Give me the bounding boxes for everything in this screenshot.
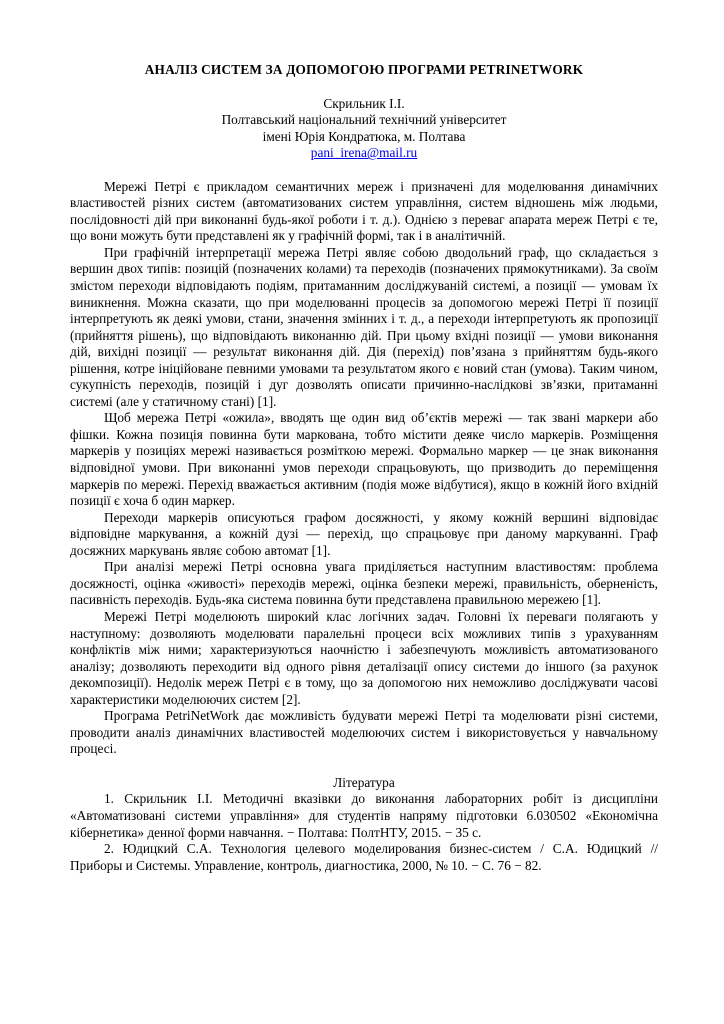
- body-paragraph: Переходи маркерів описуються графом досяжності, у якому кожній вершині відповідає відповідне маркування, а кожній дузі — перехід, що спрацьовує при даному маркуванні. Граф досяжних маркувань являє собою автомат [1].: [70, 509, 658, 558]
- paper-title: АНАЛІЗ СИСТЕМ ЗА ДОПОМОГОЮ ПРОГРАМИ PETRINETWORK: [144, 62, 584, 77]
- body-paragraph: Мережі Петрі є прикладом семантичних мереж і призначені для моделювання динамічних властивостей різних систем (автоматизованих систем управління, систем відношень між людьми, послідовності дій при виконанні будь-якої роботи і т. д.). Однією з переваг апарата мереж Петрі є те, що вони можуть бути представлені як у графічній формі, так і в аналітичній.: [70, 178, 658, 244]
- body-paragraph: При аналізі мережі Петрі основна увага приділяється наступним властивостям: проблема досяжності, оцінка «живості» переходів мережі, оцінка безпеки мережі, правильність, оберненість, пасивність переходів. Будь-яка система повинна бути представлена правильною мережею [1].: [70, 559, 658, 608]
- author-name: Скрильник І.І.: [323, 95, 405, 111]
- reference-item: 1. Скрильник І.І. Методичні вказівки до виконання лабораторних робіт із дисципліни «Автоматизовані системи управління» для студентів напряму підготовки 6.030502 «Економічна кібернетика» денної форми навчання. − Полтава: ПолтНТУ, 2015. − 35 с.: [70, 791, 658, 840]
- author-block: [70, 96, 658, 162]
- email-link[interactable]: pani_irena@mail.ru: [310, 145, 418, 161]
- affiliation-line-2: імені Юрія Кондратюка, м. Полтава: [262, 128, 466, 144]
- reference-item: 2. Юдицкий С.А. Технология целевого моделирования бизнес-систем / С.А. Юдицкий // Приборы и Системы. Управление, контроль, диагностика, 2000, № 10. − С. 76 − 82.: [70, 841, 658, 873]
- body-paragraph: Мережі Петрі моделюють широкий клас логічних задач. Головні їх переваги полягають у наступному: дозволяють моделювати паралельні процеси всіх можливих типів з урахуванням конфліктів між ними; характеризуються наочністю і забезпечують можливість автоматизованого аналізу; дозволяють переходити від одного рівня деталізації опису системи до іншого (за рахунок декомпозиції). Недолік мереж Петрі є в тому, що за допомогою них неможливо досліджувати часові характеристики моделюючих систем [2].: [70, 608, 658, 707]
- body-paragraph: При графічній інтерпретації мережа Петрі являє собою дводольний граф, що складається з вершин двох типів: позицій (позначених колами) та переходів (позначених прямокутниками). За своїм змістом переходи відповідають подіям, притаманним досліджуваній системі, а позиції — умовам їх виникнення. Можна сказати, що при моделюванні процесів за допомогою мережі Петрі її позиції інтерпретують як деякі умови, стани, значення змінних і т. д., а переходи інтерпретують як пропозиції (прийняття рішень), що відповідають виконанню дій. При цьому вхідні позиції — умови виконання дій, вихідні позиції — результат виконання дій. Дія (перехід) пов’язана з прийняттям будь-якого рішення, котре ініційоване певними умовами та результатом якого є новий стан (умова). Таким чином, сукупність переходів, позицій і дуг дозволять описати причинно-наслідкові зв’язки, притаманні системі (але у статичному стані) [1].: [70, 244, 658, 409]
- affiliation-line-1: Полтавський національний технічний університет: [221, 112, 507, 128]
- reference-list: [70, 791, 658, 874]
- body-paragraph: Програма PetriNetWork дає можливість будувати мережі Петрі та моделювати різні системи, проводити аналіз динамічних властивостей моделюючих систем і використовується у навчальному процесі.: [70, 708, 658, 757]
- literature-heading: Література: [333, 774, 395, 790]
- body-paragraph: Щоб мережа Петрі «ожила», вводять ще один вид об’єктів мережі — так звані маркери або фішки. Кожна позиція повинна бути маркована, тобто містити деяке число маркерів. Розміщення маркерів у позиціях мережі називається розміткою мережі. Формально маркер — це знак виконання відповідної умови. При виконанні умов переходи спрацьовують, що призводить до переміщення маркерів по мережі. Перехід вважається активним (подія може відбутися), якщо в кожній його вхідній позиції є хоча б один маркер.: [70, 410, 658, 509]
- paper-body: [70, 179, 658, 758]
- email-line: [70, 145, 658, 162]
